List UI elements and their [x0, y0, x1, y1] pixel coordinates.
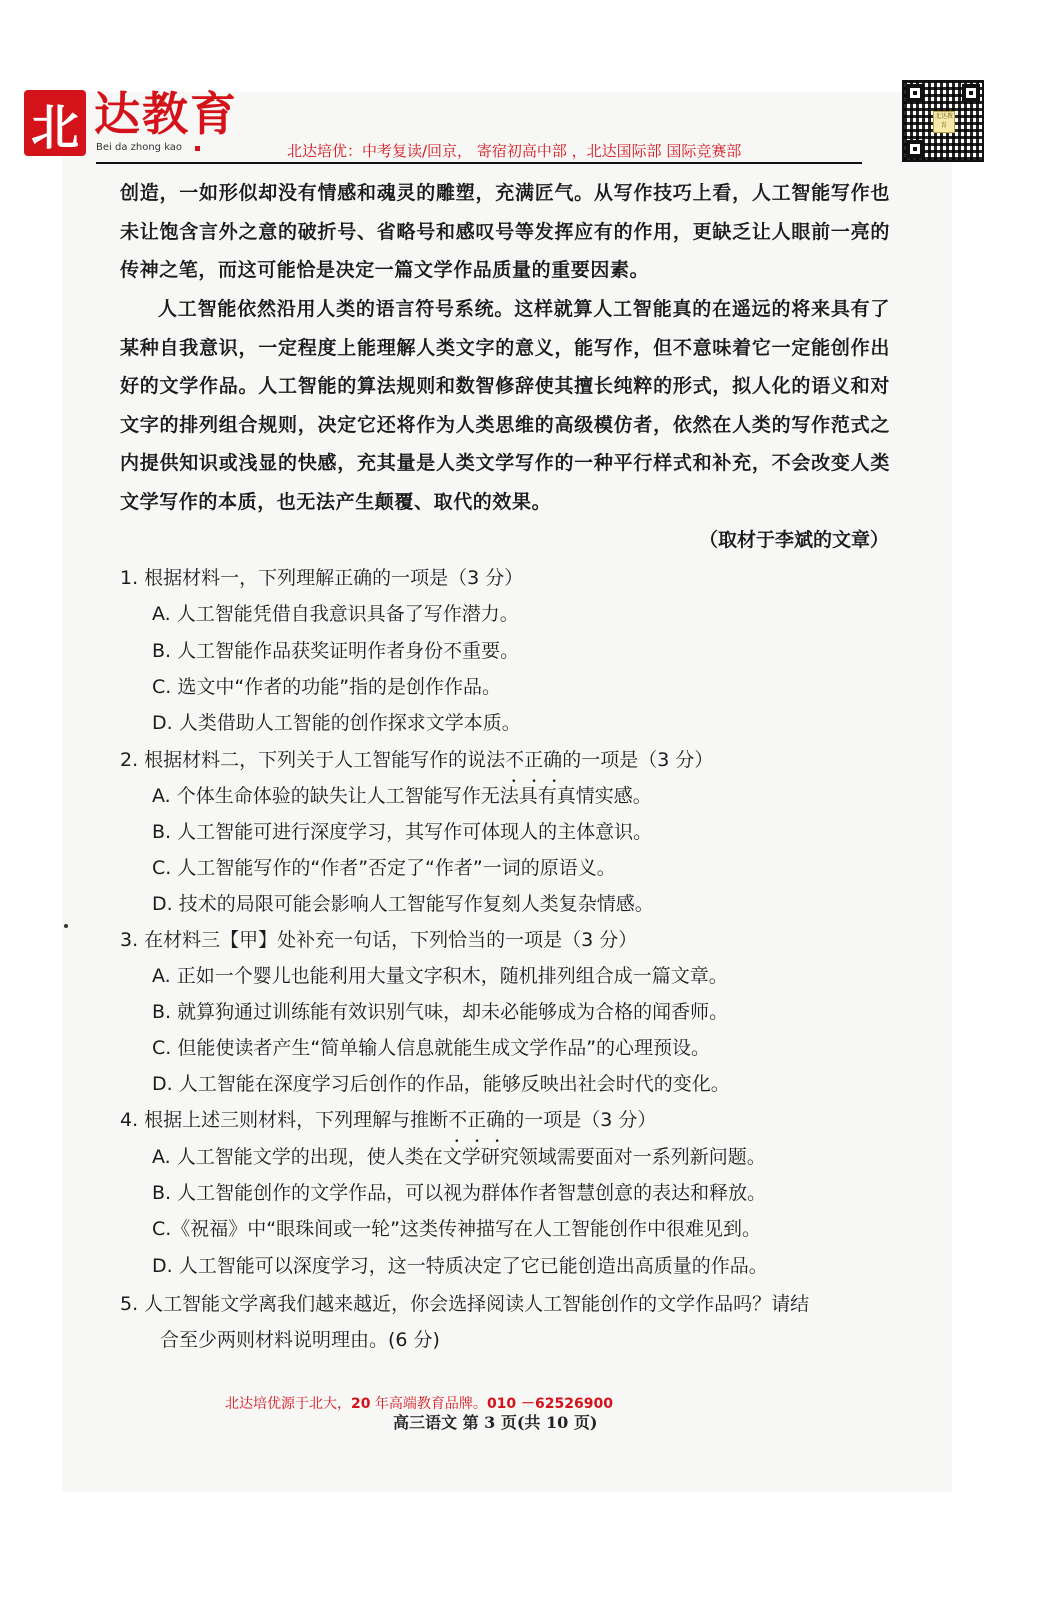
question-2-stem: 2. 根据材料二，下列关于人工智能写作的说法不正确 • • •的一项是（3 分） — [120, 742, 900, 778]
page-number: 高三语文 第 3 页(共 10 页) — [393, 1413, 598, 1432]
question-2-option-d: D. 技术的局限可能会影响人工智能写作复刻人类复杂情感。 — [152, 893, 654, 915]
question-4-option-d: D. 人工智能可以深度学习，这一特质决定了它已能创造出高质量的作品。 — [152, 1255, 768, 1277]
question-4-option-a: A. 人工智能文学的出现，使人类在文学研究领域需要面对一系列新问题。 — [152, 1146, 766, 1168]
footer-advert: 北达培优源于北大，20 年高端教育品牌。010 －62526900 — [225, 1396, 613, 1412]
header-divider — [96, 162, 862, 164]
question-1-option-a: A. 人工智能凭借自我意识具备了写作潜力。 — [152, 603, 519, 625]
question-2-option-c: C. 人工智能写作的“作者”否定了“作者”一词的原语义。 — [152, 857, 616, 879]
passage-paragraph-1: 创造，一如形似却没有情感和魂灵的雕塑，充满匠气。从写作技巧上看，人工智能写作也未让饱含言外之意的破折号、省略号和感叹号等发挥应有的作用，更缺乏让人眼前一亮的传神之笔，而这可能恰是决定一篇文学作品质量的重要因素。 — [120, 182, 890, 282]
passage-paragraph-2: 人工智能依然沿用人类的语言符号系统。这样就算人工智能真的在遥远的将来具有了某种自我意识，一定程度上能理解人类文字的意义，能写作，但不意味着它一定能创作出好的文学作品。人工智能的算法规则和数智修辞使其擅长纯粹的形式，拟人化的语义和对文字的排列组合规则，决定它还将作为人类思维的高级模仿者，依然在人类的写作范式之内提供知识或浅显的快感，充其量是人类文学写作的一种平行样式和补充，不会改变人类文学写作的本质，也无法产生颠覆、取代的效果。 — [120, 298, 890, 513]
question-1-stem: 1. 根据材料一，下列理解正确的一项是（3 分） — [120, 567, 524, 589]
qr-code-icon — [902, 80, 984, 162]
brand-dot — [195, 146, 200, 151]
emphasis-dots: 不正确 • • • — [448, 1102, 505, 1138]
question-4-stem: 4. 根据上述三则材料，下列理解与推断不正确 • • •的一项是（3 分） — [120, 1102, 900, 1138]
header-slogan: 北达培优：中考复读/回京， 寄宿初高中部 ，北达国际部 国际竞赛部 — [287, 142, 742, 160]
question-5-stem: 5. 人工智能文学离我们越来越近，你会选择阅读人工智能创作的文学作品吗？请结 — [120, 1293, 810, 1315]
question-3-option-a: A. 正如一个婴儿也能利用大量文字积木，随机排列组合成一篇文章。 — [152, 965, 728, 987]
question-4-option-c: C.《祝福》中“眼珠间或一轮”这类传神描写在人工智能创作中很难见到。 — [152, 1218, 761, 1240]
scan-speck — [64, 924, 68, 928]
brand-logo-mark: 北 — [24, 90, 86, 156]
brand-pinyin: Bei da zhong kao — [96, 142, 183, 153]
question-3-option-b: B. 就算狗通过训练能有效识别气味，却未必能够成为合格的闻香师。 — [152, 1001, 729, 1023]
question-2-option-a: A. 个体生命体验的缺失让人工智能写作无法具有真情实感。 — [152, 785, 652, 807]
question-1-option-c: C. 选文中“作者的功能”指的是创作作品。 — [152, 676, 502, 698]
passage-source: （取材于李斌的文章） — [698, 529, 889, 551]
qr-center-label: 北达教育 — [933, 111, 955, 133]
question-3-option-c: C. 但能使读者产生“简单输人信息就能生成文学作品”的心理预设。 — [152, 1037, 711, 1059]
question-1-option-d: D. 人类借助人工智能的创作探求文学本质。 — [152, 712, 521, 734]
question-3-option-d: D. 人工智能在深度学习后创作的作品，能够反映出社会时代的变化。 — [152, 1073, 730, 1095]
question-4-option-b: B. 人工智能创作的文学作品，可以视为群体作者智慧创意的表达和释放。 — [152, 1182, 767, 1204]
question-1-option-b: B. 人工智能作品获奖证明作者身份不重要。 — [152, 640, 520, 662]
question-2-option-b: B. 人工智能可进行深度学习，其写作可体现人的主体意识。 — [152, 821, 653, 843]
question-3-stem: 3. 在材料三【甲】处补充一句话，下列恰当的一项是（3 分） — [120, 929, 638, 951]
emphasis-dots: 不正确 • • • — [505, 742, 562, 778]
brand-name: 达教育 — [94, 87, 238, 141]
question-5-stem-line-2: 合至少两则材料说明理由。(6 分) — [160, 1329, 440, 1351]
